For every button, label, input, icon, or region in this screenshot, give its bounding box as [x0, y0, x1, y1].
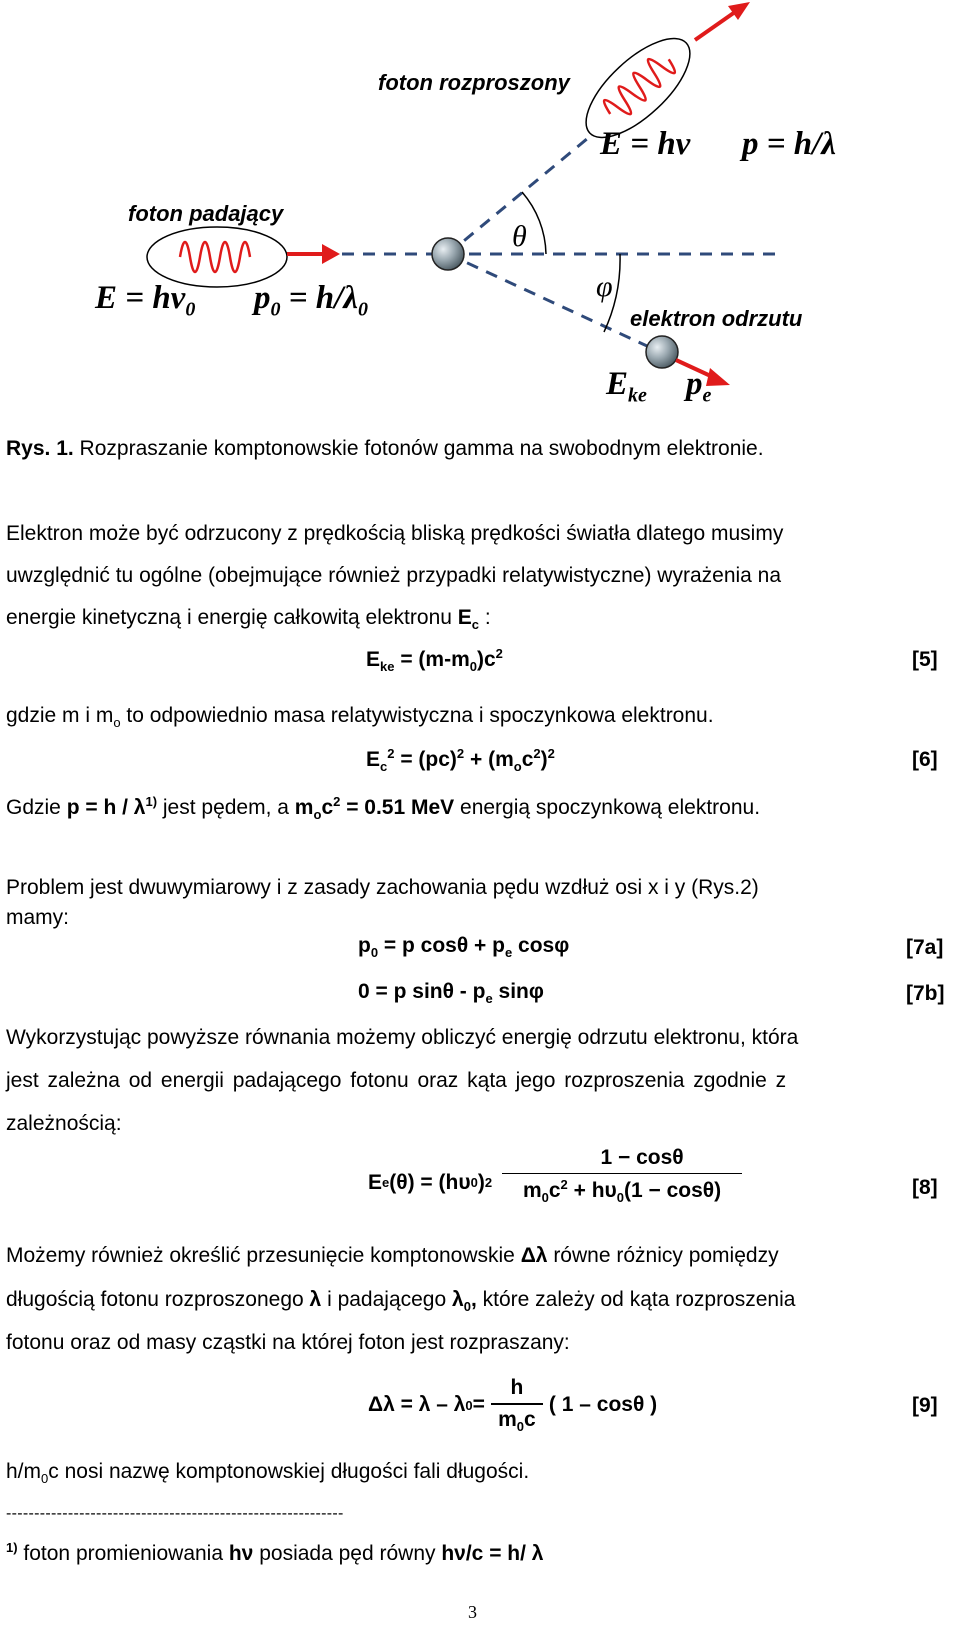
p-e: $p_e$ [686, 366, 712, 407]
para3-line3: zależnością: [6, 1112, 122, 1135]
equation-9-fraction: $\frac{h}{m_0c}$ [491, 1376, 543, 1434]
electron-initial [432, 238, 464, 270]
equation-6-number: [6] [912, 748, 938, 771]
para4-line2: długością fotonu rozproszonego λ i padającego $\lambda_0$, które zależy od kąta rozproszenia [6, 1288, 796, 1315]
p-incident: $p_0 = h/\lambda_0$ [254, 280, 368, 321]
incident-photon-ellipse [147, 227, 287, 287]
footnote-separator: ------------------------------------------------------------ [6, 1505, 344, 1522]
scattered-arrowhead [728, 2, 750, 20]
equation-7b-number: [7b] [906, 982, 945, 1005]
phi-label: φ [596, 270, 613, 303]
equation-5-number: [5] [912, 648, 938, 671]
para1-line3: energie kinetyczną i energię całkowitą elektronu $E_c$ : [6, 606, 491, 633]
equation-6: $E_c^2 = (pc)^2 + (m_oc^2)^2$ [366, 746, 555, 775]
para1-line1: Elektron może być odrzucony z prędkością bliską prędkości światła dlatego musimy [6, 522, 784, 545]
scattered-arrow [695, 12, 735, 40]
para4-line1: Możemy również określić przesunięcie komptonowskie Δλ równe różnicy pomiędzy [6, 1244, 779, 1267]
equation-8-fraction: $\frac{1 - \cos\theta}{m_0c^2 + h\upsilon_0(1 - \cos\theta)}$ [502, 1146, 742, 1205]
line-gdzie: gdzie m i $m_o$ to odpowiednio masa relatywistyczna i spoczynkowa elektronu. [6, 704, 714, 731]
equation-8: E e (θ) = (hυ 0 ) 2 $\frac{1 - \cos\theta}{m_0c^2 + h\upsilon_0(1 - \cos\theta)}$ [368, 1160, 742, 1205]
line-compton-wavelength: $h/m_0c$ nosi nazwę komptonowskiej długości fali długości. [6, 1460, 530, 1487]
equation-9: Δλ = λ – λ 0 = $\frac{h}{m_0c}$ ( 1 – cosθ ) [368, 1376, 658, 1435]
electron-recoil [646, 336, 678, 368]
label-scattered-photon: foton rozproszony [378, 70, 570, 95]
equation-9-number: [9] [912, 1394, 938, 1417]
para3-line2: jest zależna od energii padającego fotonu oraz kąta jego rozproszenia zgodnie z [6, 1069, 787, 1092]
para4-line3: fotonu oraz od masy cząstki na której foton jest rozpraszany: [6, 1331, 570, 1354]
equation-8-number: [8] [912, 1176, 938, 1199]
para2-line2: mamy: [6, 906, 69, 929]
footnote: $^{1)}$ foton promieniowania hν posiada pęd równy hν/c = h/ λ [6, 1540, 544, 1565]
para3-line1: Wykorzystując powyższe równania możemy obliczyć energię odrzutu elektronu, która [6, 1026, 799, 1049]
equation-7a: $p_0 = p$ $\cos\theta + p_e$ cosφ [358, 934, 570, 961]
recoil-dashed-line [448, 254, 660, 352]
incident-arrowhead [322, 244, 340, 264]
theta-label: θ [512, 220, 527, 253]
line-momentum: Gdzie $p = h / \lambda^{1)}$ jest pędem, a $m_oc^2 = 0.51$ MeV energią spoczynkową elektronu. [6, 794, 761, 823]
E-scattered: E = hν [600, 126, 691, 162]
figure-caption: Rys. 1. Rozpraszanie komptonowskie fotonów gamma na swobodnym elektronie. [6, 437, 764, 460]
para2-line1: Problem jest dwuwymiarowy i z zasady zachowania pędu wzdłuż osi x i y (Rys.2) [6, 876, 759, 899]
equation-5: $E_{ke} = (m-m_0)c^2$ [366, 646, 503, 675]
p-scattered: p = h/λ [742, 126, 836, 162]
para1-line2: uwzględnić tu ogólne (obejmujące również przypadki relatywistyczne) wyrażenia na [6, 564, 782, 587]
E-ke: $E_{ke}$ [606, 366, 647, 407]
equation-7b: 0 = p sinθ - $p_e$ sinφ [358, 980, 544, 1007]
page-number: 3 [468, 1602, 477, 1622]
equation-7a-number: [7a] [906, 936, 944, 959]
label-incident-photon: foton padający [128, 201, 284, 226]
E-incident: $E = h\nu_0$ [95, 280, 196, 321]
label-recoil-electron: elektron odrzutu [630, 306, 803, 331]
